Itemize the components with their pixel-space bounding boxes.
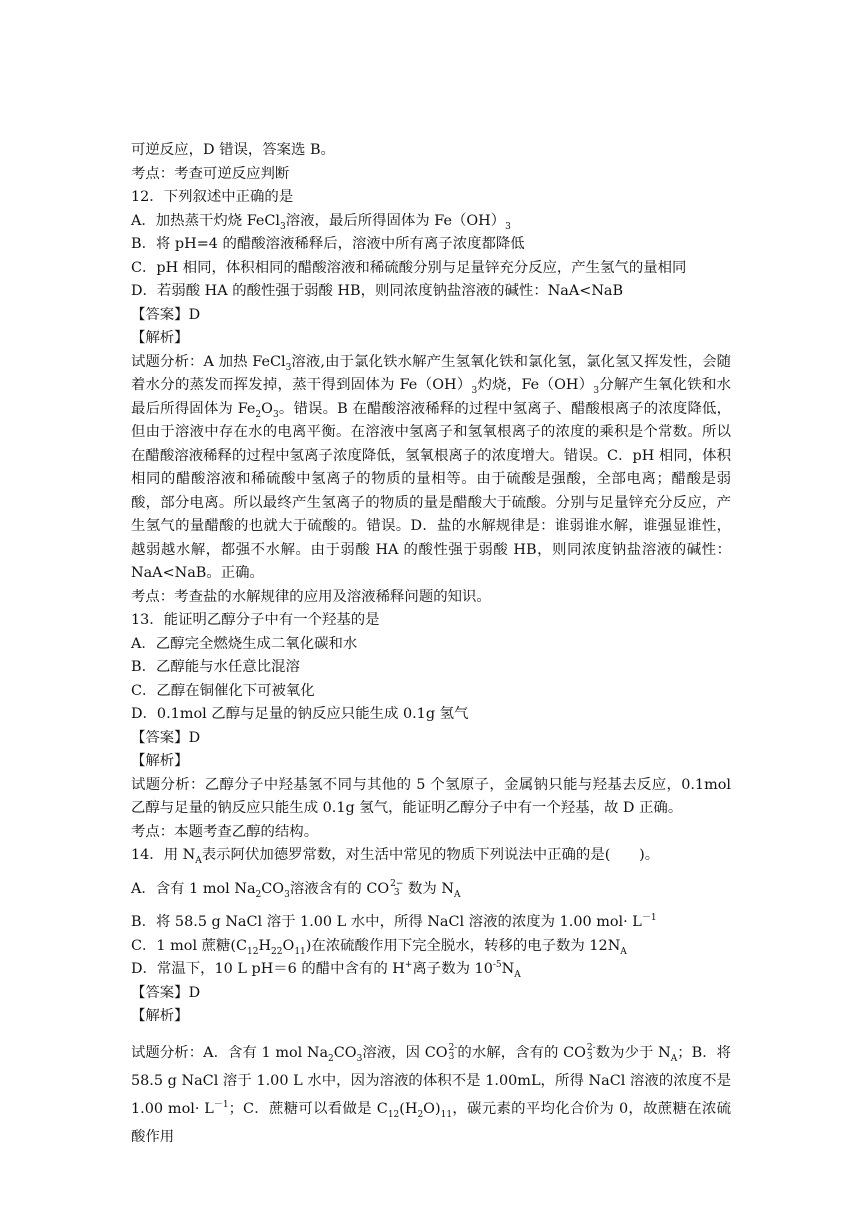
question-12-stem: 12．下列叙述中正确的是 bbox=[131, 189, 294, 205]
question-14-option-a: A．含有 1 mol $Na_2CO_3$溶液含有的 CO 2− 3 数为 $N_A$ bbox=[131, 878, 461, 900]
question-14-option-d: D．常温下，10 L pH＝6 的醋中含有的 H+离子数为 $10^{-5}N_A$ bbox=[131, 960, 521, 980]
answer-label: 【答案】D bbox=[131, 984, 201, 1001]
document-page bbox=[131, 139, 731, 1151]
carbonate-ion-charge: 2− 3 bbox=[390, 878, 404, 898]
question-12-analysis: 试题分析：A 加热 FeCl$_3$溶液,由于氯化铁水解产生氢氧化铁和氯化氢，氯化氢又挥发性，会随着水分的蒸发而挥发掉，蒸干得到固体为 $Fe(OH)_3$灼烧，$Fe(OH)_3$分解产生氧化铁和水最后所得固体为 $Fe_2O_3$。错误。B 在醋酸溶液稀释的过程中氢离子、醋酸根离子的浓度降低，但由于溶液中存在水的电离平衡。在溶液中氢离子和氢氧根离子的浓度的乘积是个常数。所以在醋酸溶液稀释的过程中氢离子浓度降低，氢氧根离子的浓度增大。错误。C．pH 相同，体积相同的醋酸溶液和稀硫酸中氢离子的物质的量相等。由于硫酸是强酸，全部电离；醋酸是弱酸，部分电离。所以最终产生氢离子的物质的量是醋酸大于硫酸。分别与足量锌充分反应，产生氢气的量醋酸的也就大于硫酸的。错误。D．盐的水解规律是：谁弱谁水解，谁强显谁性，越弱越水解，都强不水解。由于弱酸 HA 的酸性强于弱酸 HB，则同浓度钠盐溶液的碱性：NaA<NaB。正确。 bbox=[131, 353, 732, 581]
question-14-option-b: B．将 58.5 g NaCl 溶于 1.00 L 水中，所得 NaCl 溶液的浓度为 1.00 $mol\cdot L^{-1}$ bbox=[131, 913, 657, 930]
text-line: 可逆反应，D 错误，答案选 B。 bbox=[131, 142, 335, 158]
question-14-analysis: 试题分析：A．含有 1 mol $Na_2CO_3$溶液，因 CO 2- 3 的水解，含有的 CO 2- 3 数为少于 $N_A$；B．将 58.5 g NaCl 溶于 1.00 L 水中，因为溶液的体积不是 1.00mL，所得 NaCl 溶液的浓度不是 1.00 $mol\cdot L^{-1}$；C．蔗糖可以看做是 $C_{12}(H_2O)_{11}$，碳元素的平均化合价为 0，故蔗糖在浓硫酸作用 bbox=[131, 1042, 732, 1145]
question-13-stem: 13．能证明乙醇分子中有一个羟基的是 bbox=[131, 612, 380, 628]
question-13-keypoint: 考点：本题考查乙醇的结构。 bbox=[131, 823, 319, 840]
question-13-option-c: C．乙醇在铜催化下可被氧化 bbox=[131, 682, 315, 699]
analysis-label: 【解析】 bbox=[131, 330, 189, 346]
question-12-option-b: B．将 pH=4 的醋酸溶液稀释后，溶液中所有离子浓度都降低 bbox=[131, 236, 525, 252]
answer-label: 【答案】D bbox=[131, 729, 201, 746]
carbonate-ion-charge: 2- 3 bbox=[448, 1042, 458, 1062]
carbonate-ion-charge: 2- 3 bbox=[586, 1042, 596, 1062]
answer-label: 【答案】D bbox=[131, 306, 201, 323]
analysis-label: 【解析】 bbox=[131, 753, 189, 769]
question-12-option-d: D．若弱酸 HA 的酸性强于弱酸 HB，则同浓度钠盐溶液的碱性：NaA<NaB bbox=[131, 283, 624, 299]
question-13-option-d: D．0.1mol 乙醇与足量的钠反应只能生成 0.1g 氢气 bbox=[131, 706, 469, 722]
question-12-option-a: A．加热蒸干灼烧 FeCl$_3$溶液，最后所得固体为 $Fe(OH)_3$ bbox=[131, 212, 511, 232]
analysis-label: 【解析】 bbox=[131, 1008, 189, 1024]
question-14-option-c: C．1 mol 蔗糖$(C_{12}H_{22}O_{11})$在浓硫酸作用下完全脱水，转移的电子数为 $12N_A$ bbox=[131, 937, 627, 957]
question-13-option-a: A．乙醇完全燃烧生成二氧化碳和水 bbox=[131, 635, 358, 652]
question-14-stem: 14．用 $N_A$表示阿伏加德罗常数，对生活中常见的物质下列说法中正确的是( )。 bbox=[131, 847, 660, 866]
question-13-analysis: 试题分析：乙醇分子中羟基氢不同与其他的 5 个氢原子，金属钠只能与羟基去反应，0.1mol 乙醇与足量的钠反应只能生成 0.1g 氢气，能证明乙醇分子中有一个羟基，故 D 正确。 bbox=[131, 776, 731, 816]
question-12-option-c: C．pH 相同，体积相同的醋酸溶液和稀硫酸分别与足量锌充分反应，产生氢气的量相同 bbox=[131, 259, 687, 276]
question-13-option-b: B．乙醇能与水任意比混溶 bbox=[131, 659, 300, 675]
question-12-keypoint: 考点：考查盐的水解规律的应用及溶液稀释问题的知识。 bbox=[131, 588, 491, 605]
text-line: 考点：考查可逆反应判断 bbox=[131, 165, 290, 182]
